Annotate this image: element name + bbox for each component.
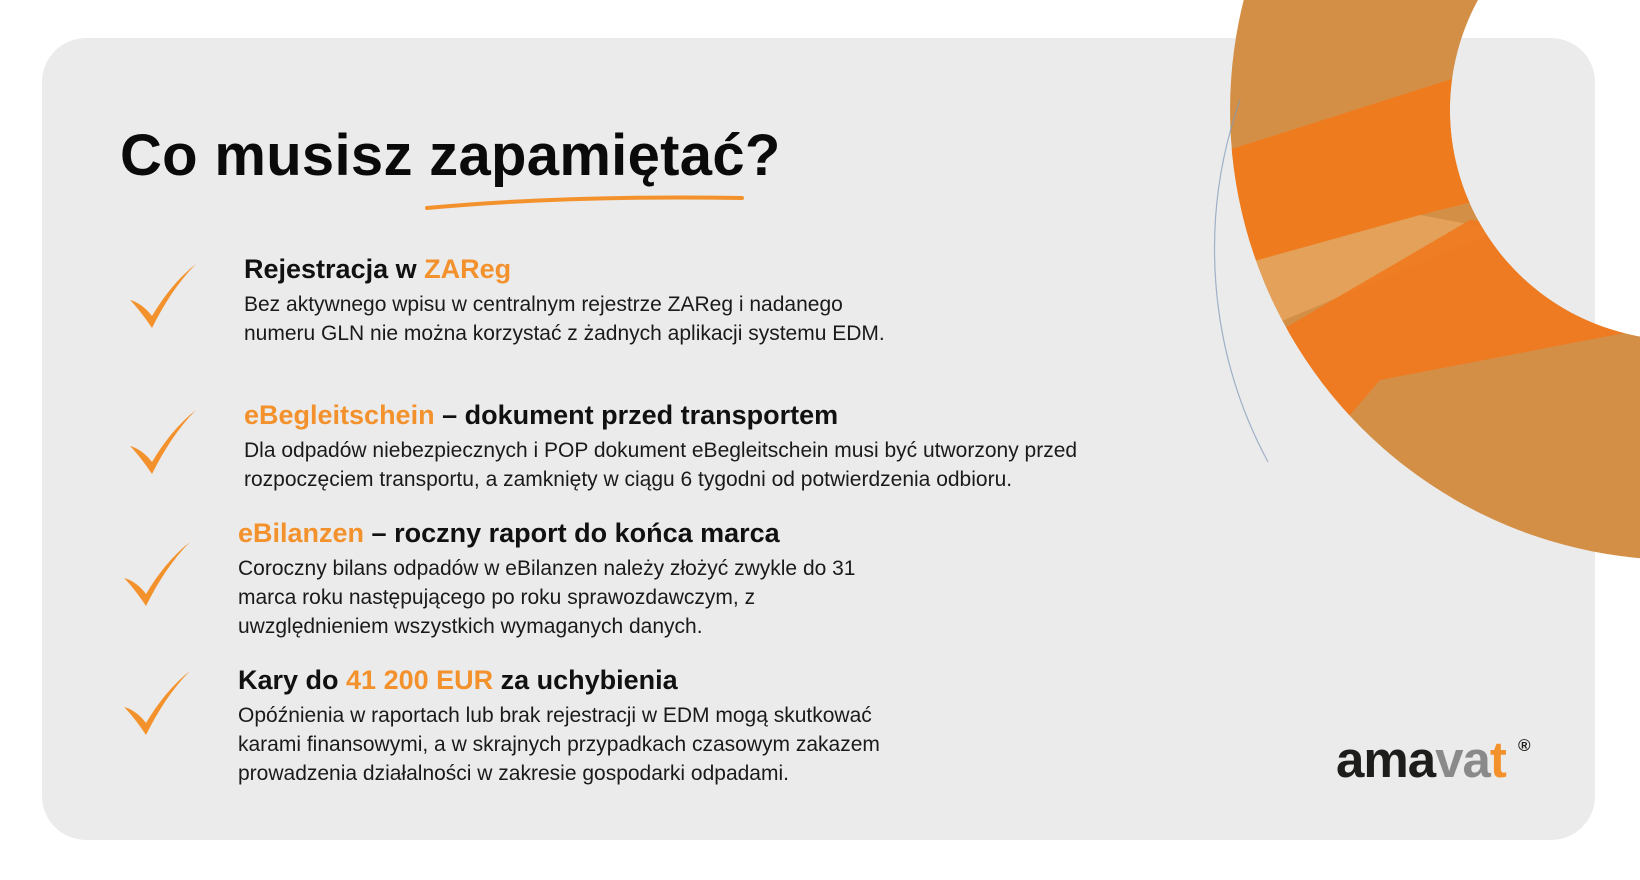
title-underline: [424, 186, 744, 216]
item-description: Opóźnienia w raportach lub brak rejestracji w EDM mogą skutkować karami finansowymi, a w skrajnych przypadkach czasowym zakazem prowadzenia działalności w zakresie gospodarki odpadami.: [238, 704, 880, 785]
brand-logo: amavat: [1336, 731, 1506, 788]
list-item-zareg: [244, 252, 885, 348]
item-heading: eBilanzen – roczny raport do końca marca: [238, 518, 780, 548]
item-heading: eBegleitschein – dokument przed transportem: [244, 400, 839, 430]
list-item-kary: [238, 663, 880, 788]
list-item-ebegleitschein: [244, 398, 1077, 494]
item-heading-accent: eBilanzen: [238, 518, 365, 548]
checkmark-icon: [114, 536, 194, 616]
item-description: Bez aktywnego wpisu w centralnym rejestrze ZAReg i nadanego numeru GLN nie można korzystać z żadnych aplikacji systemu EDM.: [244, 293, 885, 345]
item-heading: Kary do 41 200 EUR za uchybienia: [238, 665, 678, 695]
checkmark-icon: [114, 665, 194, 745]
item-heading: Rejestracja w ZAReg: [244, 254, 512, 284]
list-item-ebilanzen: [238, 516, 856, 641]
checkmark-icon: [120, 404, 200, 484]
checkmark-icon: [120, 258, 200, 338]
item-heading-accent: eBegleitschein: [244, 400, 435, 430]
item-description: Dla odpadów niebezpiecznych i POP dokument eBegleitschein musi być utworzony przed rozpoczęciem transportu, a zamknięty w ciągu 6 tygodni od potwierdzenia odbioru.: [244, 439, 1078, 491]
page-title: Co musisz zapamiętać?: [120, 123, 781, 188]
item-heading-accent: ZAReg: [424, 254, 512, 284]
item-description: Coroczny bilans odpadów w eBilanzen należy złożyć zwykle do 31 marca roku następującego po roku sprawozdawczym, z uwzględnieniem wszystkich wymaganych danych.: [238, 557, 856, 638]
item-heading-accent: 41 200 EUR: [346, 665, 494, 695]
registered-mark: ®: [1518, 736, 1531, 755]
